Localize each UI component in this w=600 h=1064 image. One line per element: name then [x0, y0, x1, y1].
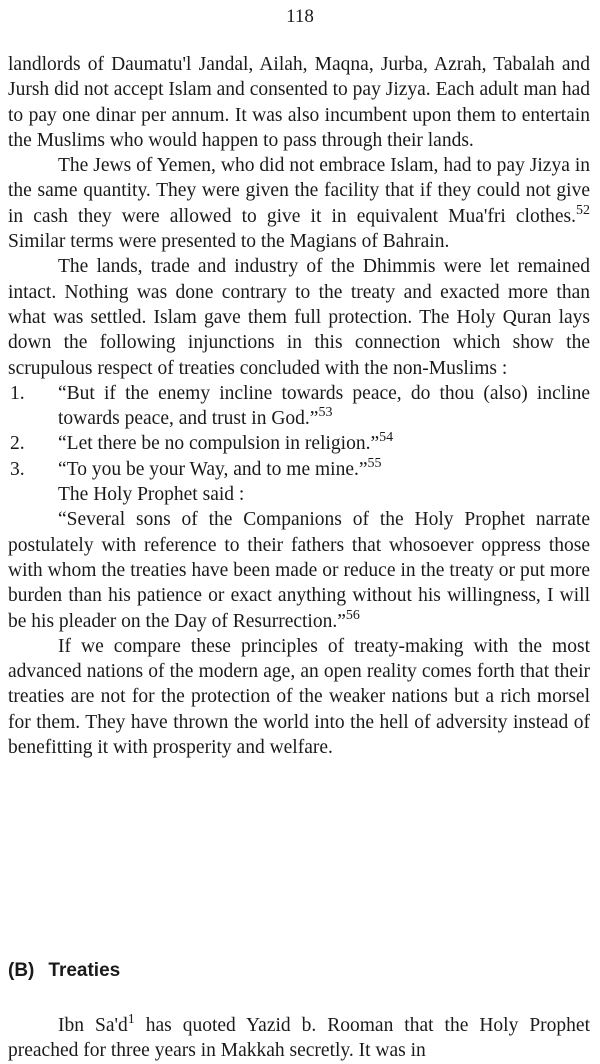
paragraph-compare: If we compare these principles of treaty-making with the most advanced nations of the modern age, an open reality comes forth that their treaties are not for the protection of the weaker nations but a rich morsel for them. They have thrown the world into the hell of adversity instead of benefitting it with prosperity and welfare. [8, 635, 590, 759]
footnote-ref: 56 [345, 607, 360, 623]
footnote-ref: 55 [367, 455, 382, 471]
list-text: “To you be your Way, and to me mine.” [58, 458, 368, 480]
section-title: Treaties [48, 960, 121, 981]
section-heading [8, 960, 120, 982]
body-text-continued [8, 1013, 590, 1064]
paragraph-text: has quoted Yazid b. Rooman that the Holy Prophet preached for three years in Makkah secretly. It was in [8, 1015, 590, 1062]
paragraph-text: Ibn Sa'd [58, 1015, 128, 1036]
footnote-ref: 52 [576, 202, 590, 218]
prophet-said-line: The Holy Prophet said : [58, 484, 245, 506]
paragraph-text: Similar terms were presented to the Magians of Bahrain. [8, 231, 450, 253]
paragraph-ibn-sad [8, 1013, 590, 1064]
paragraph-text: The Jews of Yemen, who did not embrace Islam, had to pay Jizya in the same quantity. They were given the facility that if they could not give in cash they were allowed to give it in equivalent Mua'fri clothes. [8, 155, 590, 227]
list-number: 3. [10, 458, 25, 480]
list-item [8, 457, 590, 482]
list-text: “But if the enemy incline towards peace, do thou (also) incline towards peace, and trust in God.” [58, 382, 590, 430]
quote-text: “Several sons of the Companions of the Holy Prophet narrate postulately with reference to their fathers that whosoever oppress those with whom the treaties have been made or reduce in the treaty or put more burden than his patience or exact anything without his willingness, I will be his pleader on the Day of Resurrection.” [8, 509, 590, 632]
injunction-list [8, 381, 590, 482]
paragraph-jews-of-yemen [8, 153, 590, 254]
footnote-ref: 53 [318, 405, 333, 421]
footnote-ref: 54 [379, 430, 394, 446]
hadith-quote [8, 507, 590, 633]
list-number: 1. [10, 382, 25, 404]
body-text [8, 52, 590, 760]
list-number: 2. [10, 433, 25, 455]
section-label: (B) [8, 960, 35, 981]
list-item [8, 381, 590, 432]
list-text: “Let there be no compulsion in religion.” [58, 433, 380, 455]
paragraph-dhimmis: The lands, trade and industry of the Dhimmis were let remained intact. Nothing was done contrary to the treaty and exacted more than what was settled. Islam gave them full protection. The Holy Quran lays down the following injunctions in this connection which show the scrupulous respect of treaties concluded with the non-Muslims : [8, 256, 590, 379]
footnote-ref: 1 [127, 1012, 135, 1027]
list-item [8, 431, 590, 456]
paragraph-landlords: landlords of Daumatu'l Jandal, Ailah, Maqna, Jurba, Azrah, Tabalah and Jursh did not accept Islam and consented to pay Jizya. Each adult man had to pay one dinar per annum. It was also incumbent upon them to entertain the Muslims who would happen to pass through their lands. [8, 54, 590, 151]
page-number: 118 [286, 6, 314, 27]
